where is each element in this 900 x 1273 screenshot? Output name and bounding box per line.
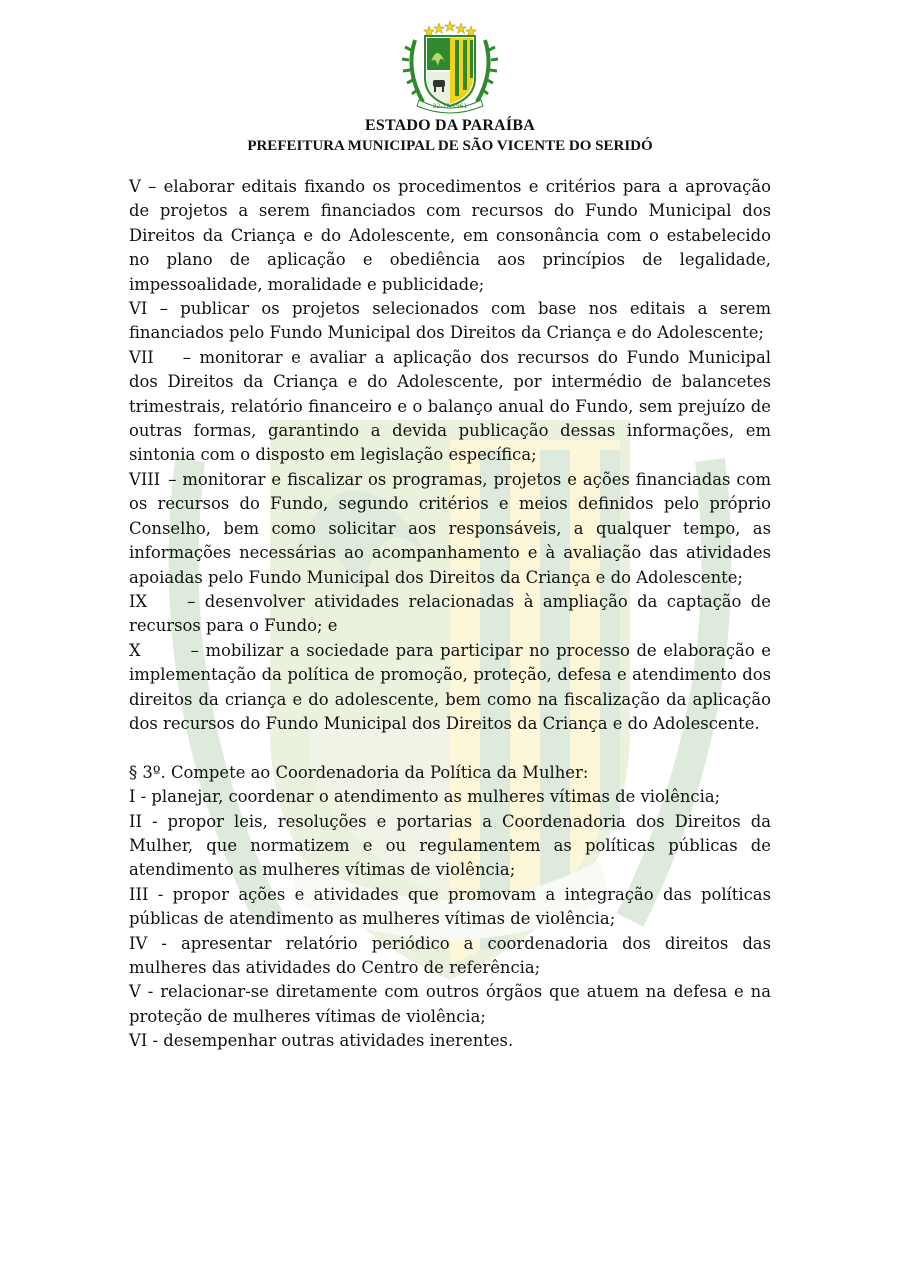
section-3-item-v: V - relacionar-se diretamente com outros órgãos que atuem na defesa e na proteção de mulheres vítimas de violência;: [129, 982, 771, 1026]
section-3-heading: § 3º. Compete ao Coordenadoria da Política da Mulher:: [129, 762, 589, 782]
item-vi: [129, 297, 771, 346]
item-viii-text: – monitorar e fiscalizar os programas, projetos e ações financiadas com os recursos do Fundo, segundo critérios e meios definidos pelo próprio Conselho, bem como solicitar aos responsáveis, a qualquer tempo, as informações necessárias ao acompanhamento e à avaliação das atividades apoiadas pelo Fundo Municipal dos Direitos da Criança e do Adolescente;: [129, 469, 771, 587]
section-3-item-iii: III - propor ações e atividades que promovam a integração das políticas públicas de atendimento as mulheres vítimas de violência;: [129, 884, 771, 929]
item-vii: [129, 346, 771, 468]
item-ix-roman: IX: [129, 591, 148, 611]
item-v: [129, 175, 771, 297]
section-3-item-iv: IV - apresentar relatório periódico a coordenadoria dos direitos das mulheres das atividades do Centro de referência;: [129, 933, 771, 977]
item-vi-roman: VI: [129, 299, 148, 319]
prefeitura-title: PREFEITURA MUNICIPAL DE SÃO VICENTE DO SERIDÓ: [247, 138, 653, 154]
state-title: ESTADO DA PARAÍBA: [365, 117, 535, 134]
item-ix: [129, 590, 771, 639]
crest-date: 22-12-1961: [432, 103, 468, 110]
municipal-crest: [395, 20, 505, 116]
item-x: [129, 639, 771, 737]
section-3-item-ii: II - propor leis, resoluções e portarias a Coordenadoria dos Direitos da Mulher, que normatizem e ou regulamentem as políticas públicas de atendimento as mulheres vítimas de violência;: [129, 811, 771, 880]
item-viii-roman: VIII: [129, 469, 161, 489]
item-vii-roman: VII: [129, 347, 154, 367]
item-v-text: – elaborar editais fixando os procedimentos e critérios para a aprovação de projetos a serem financiados com recursos do Fundo Municipal dos Direitos da Criança e do Adolescente, em consonância com o estabelecido no plano de aplicação e obediência aos princípios de legalidade, impessoalidade, moralidade e publicidade;: [129, 177, 771, 294]
item-x-text: – mobilizar a sociedade para participar no processo de elaboração e implementação da política de promoção, proteção, defesa e atendimento dos direitos da criança e do adolescente, bem como na fiscalização da aplicação dos recursos do Fundo Municipal dos Direitos da Criança e do Adolescente.: [129, 640, 771, 733]
item-ix-text: – desenvolver atividades relacionadas à ampliação da captação de recursos para o Fundo; e: [129, 591, 771, 636]
section-3-item-vi: VI - desempenhar outras atividades inerentes.: [129, 1031, 514, 1051]
crest-stars: [424, 21, 477, 37]
section-3-item-i: I - planejar, coordenar o atendimento as mulheres vítimas de violência;: [129, 787, 721, 807]
item-viii: [129, 468, 771, 590]
document-body: [129, 175, 771, 1054]
item-vi-text: – publicar os projetos selecionados com base nos editais a serem financiados pelo Fundo Municipal dos Direitos da Criança e do Adolescente;: [129, 299, 771, 343]
paragraph-gap: [129, 736, 771, 760]
item-vii-text: – monitorar e avaliar a aplicação dos recursos do Fundo Municipal dos Direitos da Criança e do Adolescente, por intermédio de balancetes trimestrais, relatório financeiro e o balanço anual do Fundo, sem prejuízo de outras formas, garantindo a devida publicação dessas informações, em sintonia com o disposto em legislação específica;: [129, 347, 771, 465]
item-x-roman: X: [129, 640, 141, 660]
item-v-roman: V: [129, 177, 141, 196]
